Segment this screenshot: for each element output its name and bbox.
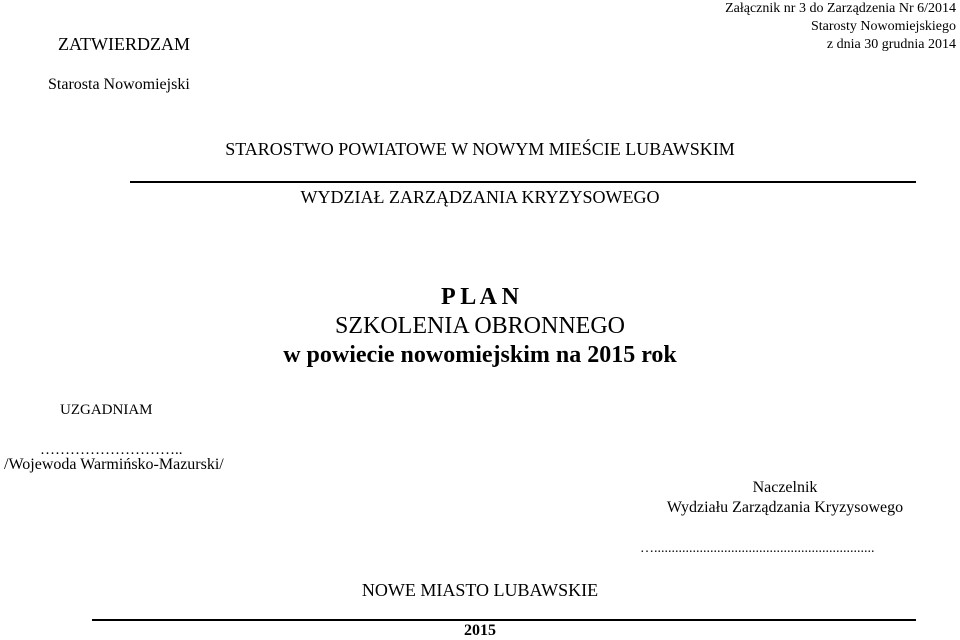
department-name: WYDZIAŁ ZARZĄDZANIA KRYZYSOWEGO	[300, 187, 660, 207]
annex-line-1: Załącznik nr 3 do Zarządzenia Nr 6/2014	[725, 1, 956, 16]
agreement-signature-line: ………………………..	[40, 442, 183, 458]
agreement-label: UZGADNIAM	[60, 402, 153, 418]
head-signature-line: …...............................................................	[640, 541, 875, 556]
plan-subtitle: SZKOLENIA OBRONNEGO	[335, 313, 625, 339]
plan-scope: w powiecie nowomiejskim na 2015 rok	[283, 342, 677, 368]
head-title: Naczelnik	[752, 479, 818, 496]
office-name: STAROSTWO POWIATOWE W NOWYM MIEŚCIE LUBAWSKIM	[225, 139, 735, 159]
plan-title: P L A N	[440, 284, 520, 310]
head-signature-block	[640, 478, 930, 518]
approver-name: Starosta Nowomiejski	[48, 76, 190, 93]
office-divider	[130, 181, 916, 183]
footer-divider	[92, 619, 916, 621]
footer-city: NOWE MIASTO LUBAWSKIE	[361, 580, 599, 600]
approval-label: ZATWIERDZAM	[58, 34, 190, 54]
annex-line-3: z dnia 30 grudnia 2014	[826, 37, 956, 52]
footer-year: 2015	[464, 622, 496, 639]
head-department: Wydziału Zarządzania Kryzysowego	[666, 499, 904, 516]
annex-reference	[725, 0, 956, 54]
annex-line-2: Starosty Nowomiejskiego	[810, 19, 956, 34]
agreement-signatory: /Wojewoda Warmińsko-Mazurski/	[4, 456, 224, 473]
